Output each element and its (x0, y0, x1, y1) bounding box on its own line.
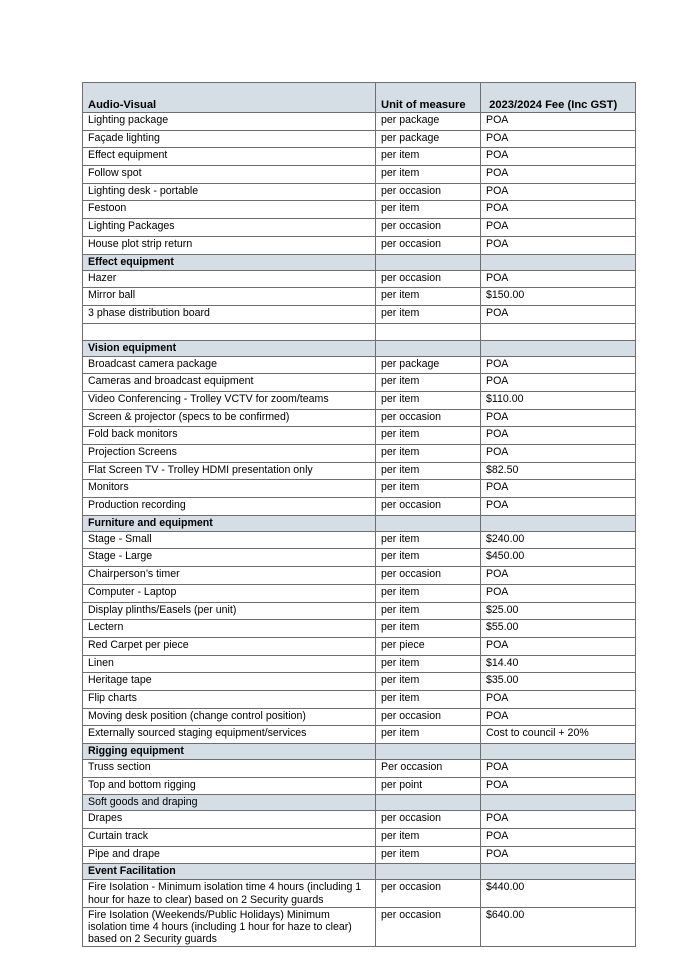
item-cell: Externally sourced staging equipment/services (83, 726, 376, 744)
item-cell: Stage - Small (83, 531, 376, 549)
item-cell: Festoon (83, 201, 376, 219)
table-row (83, 620, 636, 638)
header-fee: 2023/2024 Fee (Inc GST) (481, 83, 636, 113)
table-row (83, 480, 636, 498)
table-row (83, 166, 636, 184)
item-cell: Soft goods and draping (83, 795, 376, 811)
fee-cell: $110.00 (481, 391, 636, 409)
unit-cell: per occasion (376, 567, 481, 585)
fee-cell (481, 254, 636, 270)
fee-cell (481, 744, 636, 760)
item-cell: Lighting package (83, 113, 376, 131)
table-row (83, 708, 636, 726)
unit-cell: per package (376, 356, 481, 374)
item-cell: Linen (83, 655, 376, 673)
unit-cell (376, 864, 481, 880)
unit-cell: per item (376, 480, 481, 498)
item-cell: Fire Isolation (Weekends/Public Holidays) Minimum isolation time 4 hours (including 1 hour for haze to clear) based on 2 Security guards (83, 907, 376, 947)
unit-cell: per item (376, 531, 481, 549)
unit-cell: per item (376, 690, 481, 708)
item-cell: Follow spot (83, 166, 376, 184)
table-row (83, 846, 636, 864)
item-cell: Pipe and drape (83, 846, 376, 864)
unit-cell: per item (376, 462, 481, 480)
unit-cell: per item (376, 846, 481, 864)
item-cell: Display plinths/Easels (per unit) (83, 602, 376, 620)
item-cell: Lectern (83, 620, 376, 638)
unit-cell: per item (376, 166, 481, 184)
table-row (83, 462, 636, 480)
item-cell: Lighting Packages (83, 219, 376, 237)
unit-cell: per item (376, 726, 481, 744)
item-cell: Fire Isolation - Minimum isolation time 4 hours (including 1 hour for haze to clear) based on 2 Security guards (83, 880, 376, 907)
item-cell: Computer - Laptop (83, 584, 376, 602)
unit-cell: per occasion (376, 219, 481, 237)
item-cell (83, 323, 376, 340)
item-cell: Heritage tape (83, 673, 376, 691)
table-row (83, 270, 636, 288)
unit-cell: per package (376, 130, 481, 148)
table-row (83, 811, 636, 829)
fee-cell: POA (481, 113, 636, 131)
table-row (83, 288, 636, 306)
item-cell: Hazer (83, 270, 376, 288)
item-cell: Video Conferencing - Trolley VCTV for zoom/teams (83, 391, 376, 409)
table-row (83, 690, 636, 708)
unit-cell (376, 744, 481, 760)
section-header-row (83, 340, 636, 356)
unit-cell: per item (376, 829, 481, 847)
unit-cell (376, 515, 481, 531)
item-cell: Façade lighting (83, 130, 376, 148)
fee-cell: POA (481, 708, 636, 726)
fee-cell: POA (481, 498, 636, 516)
fee-cell: POA (481, 166, 636, 184)
unit-cell (376, 254, 481, 270)
fee-cell: POA (481, 811, 636, 829)
fee-cell: POA (481, 305, 636, 323)
unit-cell (376, 323, 481, 340)
section-header-row (83, 864, 636, 880)
unit-cell: per piece (376, 637, 481, 655)
fee-cell: $440.00 (481, 880, 636, 907)
fee-cell: POA (481, 777, 636, 795)
fee-cell: POA (481, 427, 636, 445)
unit-cell: per item (376, 445, 481, 463)
unit-cell: per occasion (376, 409, 481, 427)
unit-cell: Per occasion (376, 760, 481, 778)
table-row (83, 391, 636, 409)
item-cell: Effect equipment (83, 254, 376, 270)
item-cell: Furniture and equipment (83, 515, 376, 531)
fee-cell: Cost to council + 20% (481, 726, 636, 744)
table-row (83, 673, 636, 691)
table-row (83, 305, 636, 323)
table-row (83, 584, 636, 602)
item-cell: Chairperson’s timer (83, 567, 376, 585)
item-cell: Top and bottom rigging (83, 777, 376, 795)
fee-cell: POA (481, 356, 636, 374)
fee-cell: POA (481, 480, 636, 498)
fee-cell: POA (481, 270, 636, 288)
table-row (83, 148, 636, 166)
unit-cell: per item (376, 655, 481, 673)
item-cell: Screen & projector (specs to be confirmed) (83, 409, 376, 427)
section-header-row (83, 744, 636, 760)
fee-cell (481, 515, 636, 531)
item-cell: Cameras and broadcast equipment (83, 374, 376, 392)
item-cell: Production recording (83, 498, 376, 516)
fee-cell: POA (481, 445, 636, 463)
table-row (83, 219, 636, 237)
unit-cell: per item (376, 305, 481, 323)
fee-cell: POA (481, 219, 636, 237)
fee-cell: $14.40 (481, 655, 636, 673)
unit-cell: per occasion (376, 270, 481, 288)
unit-cell: per item (376, 584, 481, 602)
table-row (83, 201, 636, 219)
item-cell: Projection Screens (83, 445, 376, 463)
fee-cell: POA (481, 236, 636, 254)
item-cell: House plot strip return (83, 236, 376, 254)
table-row (83, 760, 636, 778)
unit-cell: per point (376, 777, 481, 795)
table-row (83, 409, 636, 427)
unit-cell: per item (376, 201, 481, 219)
fee-cell: POA (481, 637, 636, 655)
item-cell: Flat Screen TV - Trolley HDMI presentation only (83, 462, 376, 480)
unit-cell: per item (376, 673, 481, 691)
fee-cell (481, 323, 636, 340)
unit-cell: per item (376, 620, 481, 638)
unit-cell: per occasion (376, 880, 481, 907)
fee-cell: $450.00 (481, 549, 636, 567)
table-body (83, 113, 636, 947)
table-row (83, 829, 636, 847)
table-row (83, 567, 636, 585)
fee-cell: POA (481, 567, 636, 585)
table-row (83, 726, 636, 744)
unit-cell: per item (376, 549, 481, 567)
table-row (83, 374, 636, 392)
section-header-row (83, 254, 636, 270)
header-unit: Unit of measure (376, 83, 481, 113)
fee-cell: POA (481, 374, 636, 392)
item-cell: Truss section (83, 760, 376, 778)
unit-cell: per item (376, 602, 481, 620)
section-header-row (83, 515, 636, 531)
fee-cell: $640.00 (481, 907, 636, 947)
unit-cell: per item (376, 148, 481, 166)
fee-cell (481, 340, 636, 356)
unit-cell: per package (376, 113, 481, 131)
fee-cell: $55.00 (481, 620, 636, 638)
fee-cell: $35.00 (481, 673, 636, 691)
fee-cell: POA (481, 183, 636, 201)
item-cell: Event Facilitation (83, 864, 376, 880)
item-cell: Monitors (83, 480, 376, 498)
table-row (83, 113, 636, 131)
fee-cell: POA (481, 201, 636, 219)
unit-cell: per item (376, 427, 481, 445)
unit-cell: per occasion (376, 907, 481, 947)
table-row (83, 907, 636, 947)
fee-cell: POA (481, 846, 636, 864)
header-category: Audio-Visual (83, 83, 376, 113)
fee-cell: $82.50 (481, 462, 636, 480)
table-header-row (83, 83, 636, 113)
table-row (83, 130, 636, 148)
unit-cell: per item (376, 374, 481, 392)
table-row (83, 531, 636, 549)
item-cell: Lighting desk - portable (83, 183, 376, 201)
blank-row (83, 323, 636, 340)
unit-cell: per item (376, 288, 481, 306)
fee-cell: $150.00 (481, 288, 636, 306)
item-cell: Rigging equipment (83, 744, 376, 760)
item-cell: Mirror ball (83, 288, 376, 306)
table-row (83, 602, 636, 620)
fee-cell (481, 795, 636, 811)
table-row (83, 427, 636, 445)
table-row (83, 356, 636, 374)
fee-cell: $25.00 (481, 602, 636, 620)
unit-cell: per occasion (376, 708, 481, 726)
item-cell: Flip charts (83, 690, 376, 708)
table-row (83, 880, 636, 907)
table-row (83, 637, 636, 655)
unit-cell: per occasion (376, 498, 481, 516)
table-row (83, 498, 636, 516)
item-cell: Drapes (83, 811, 376, 829)
table-row (83, 445, 636, 463)
unit-cell (376, 340, 481, 356)
item-cell: 3 phase distribution board (83, 305, 376, 323)
table-row (83, 183, 636, 201)
item-cell: Stage - Large (83, 549, 376, 567)
table-row (83, 549, 636, 567)
item-cell: Moving desk position (change control position) (83, 708, 376, 726)
table-row (83, 236, 636, 254)
section-header-row (83, 795, 636, 811)
fee-cell: POA (481, 409, 636, 427)
fee-cell: POA (481, 130, 636, 148)
unit-cell: per occasion (376, 811, 481, 829)
unit-cell (376, 795, 481, 811)
unit-cell: per occasion (376, 183, 481, 201)
fee-table (82, 82, 636, 947)
table-row (83, 777, 636, 795)
fee-cell: POA (481, 829, 636, 847)
fee-cell: POA (481, 584, 636, 602)
fee-cell (481, 864, 636, 880)
item-cell: Fold back monitors (83, 427, 376, 445)
item-cell: Effect equipment (83, 148, 376, 166)
unit-cell: per occasion (376, 236, 481, 254)
fee-cell: POA (481, 690, 636, 708)
item-cell: Red Carpet per piece (83, 637, 376, 655)
item-cell: Vision equipment (83, 340, 376, 356)
fee-cell: POA (481, 760, 636, 778)
fee-cell: POA (481, 148, 636, 166)
unit-cell: per item (376, 391, 481, 409)
table-row (83, 655, 636, 673)
fee-cell: $240.00 (481, 531, 636, 549)
item-cell: Broadcast camera package (83, 356, 376, 374)
item-cell: Curtain track (83, 829, 376, 847)
